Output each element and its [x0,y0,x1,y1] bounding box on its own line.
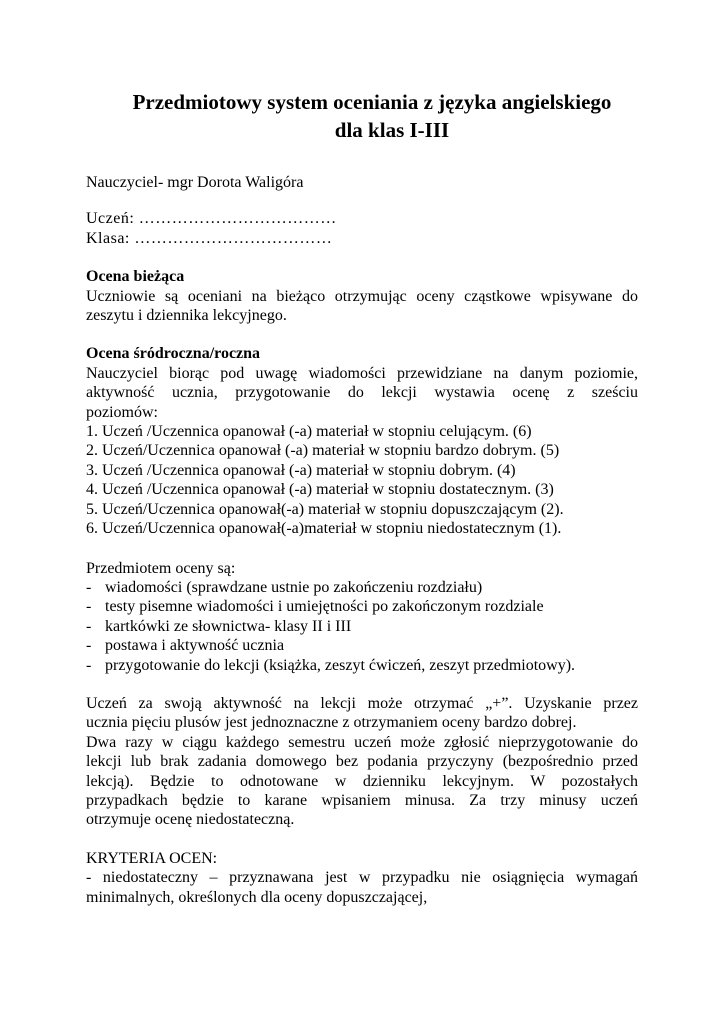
title-line-1: Przedmiotowy system oceniania z języka angielskiego [132,90,612,114]
term-grade-text-line-3: poziomów: [86,403,158,421]
term-grade-text-line-1: Nauczyciel biorąc pod uwagę wiadomości przewidziane na danym poziomie, [86,364,638,382]
term-grade-section [86,344,638,538]
grade-level-item: 4. Uczeń /Uczennica opanował (-a) materiał w stopniu dostatecznym. (3) [86,481,554,499]
criteria-section [86,849,638,907]
criteria-line-1: - niedostateczny – przyznawana jest w przypadku nie osiągnięcia wymagań [86,869,638,887]
subjects-list-item: - kartkówki ze słownictwa- klasy II i III [86,617,638,636]
current-grade-text-line-1: Uczniowie są oceniani na bieżąco otrzymując oceny cząstkowe wpisywane do [86,287,638,305]
current-grade-text-line-2: zeszytu i dziennika lekcyjnego. [86,307,287,325]
subjects-list-item: - testy pisemne wiadomości i umiejętności po zakończonym rozdziale [86,597,638,616]
title-line-2: dla klas I-III [334,118,450,142]
activity-line-7: otrzymuje ocenę niedostateczną. [86,811,295,829]
activity-line-1: Uczeń za swoją aktywność na lekcji może otrzymać „+”. Uzyskanie przez [86,694,638,712]
grade-level-item: 1. Uczeń /Uczennica opanował (-a) materiał w stopniu celującym. (6) [86,423,532,441]
document-title [86,88,638,144]
current-grade-heading: Ocena bieżąca [86,268,185,286]
current-grade-section [86,267,638,325]
grade-level-item: 2. Uczeń/Uczennica opanował (-a) materiał w stopniu bardzo dobrym. (5) [86,442,560,460]
class-field: Klasa: ……………………………… [86,229,333,247]
term-grade-heading: Ocena śródroczna/roczna [86,345,261,363]
grade-level-item: 3. Uczeń /Uczennica opanował (-a) materiał w stopniu dobrym. (4) [86,461,516,479]
subjects-list-item: - postawa i aktywność ucznia [86,636,638,655]
teacher-line: Nauczyciel- mgr Dorota Waligóra [86,174,304,191]
subjects-intro: Przedmiotem oceny są: [86,559,236,577]
criteria-line-2: minimalnych, określonych dla oceny dopuszczającej, [86,888,428,906]
activity-line-5: lekcją). Będzie to odnotowane w dzienniku lekcyjnym. W pozostałych [86,772,638,790]
criteria-heading: KRYTERIA OCEN: [86,849,218,867]
activity-line-6: przypadkach będzie to karane wpisaniem minusa. Za trzy minusy uczeń [86,791,638,809]
grade-level-item: 5. Uczeń/Uczennica opanował(-a) materiał w stopniu dopuszczającym (2). [86,500,564,518]
activity-line-3: Dwa razy w ciągu każdego semestru uczeń może zgłosić nieprzygotowanie do [86,733,638,751]
activity-line-4: lekcji lub brak zadania domowego bez podania przyczyny (bezpośrednio przed [86,753,638,771]
subjects-list-item: - przygotowanie do lekcji (książka, zeszyt ćwiczeń, zeszyt przedmiotowy). [86,656,638,675]
grade-levels-list [86,422,638,538]
term-grade-text-line-2: aktywność ucznia, przygotowanie do lekcji wystawia ocenę z sześciu [86,384,638,402]
student-field: Uczeń: ……………………………… [86,210,337,228]
subjects-list-item: - wiadomości (sprawdzane ustnie po zakończeniu rozdziału) [86,578,638,597]
document-content [86,88,638,907]
grade-level-item: 6. Uczeń/Uczennica opanował(-a)materiał w stopniu niedostatecznym (1). [86,520,562,538]
subjects-list [86,578,638,675]
activity-line-2: ucznia pięciu plusów jest jednoznaczne z otrzymaniem oceny bardzo dobrej. [86,714,577,732]
activity-section [86,694,638,830]
subjects-section [86,559,638,675]
